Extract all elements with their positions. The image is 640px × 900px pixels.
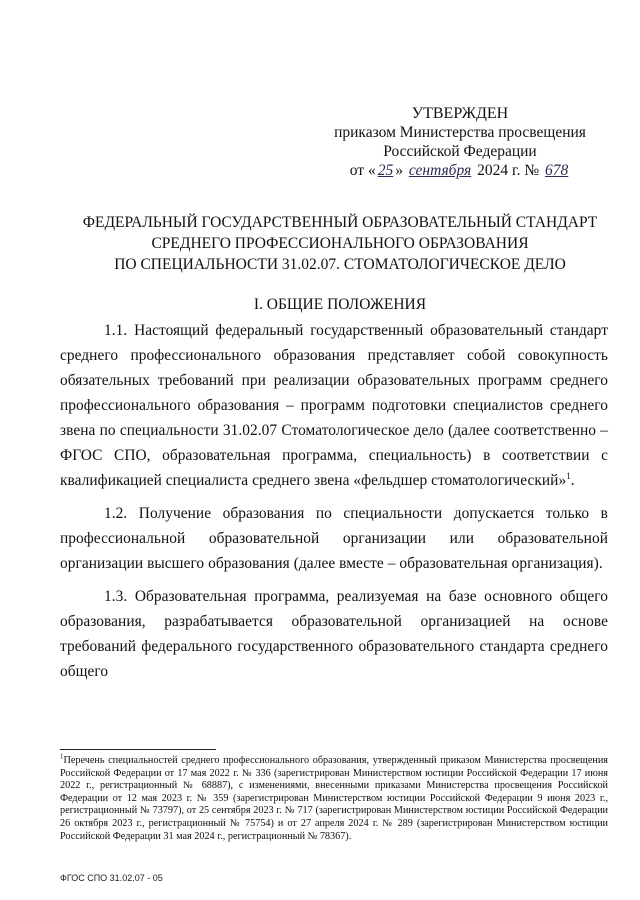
handwritten-day: 25 <box>377 162 394 179</box>
date-prefix: от « <box>349 162 376 179</box>
footnote-divider <box>60 749 216 750</box>
paragraph-1-1 <box>60 318 608 493</box>
title-line-1: ФЕДЕРАЛЬНЫЙ ГОСУДАРСТВЕННЫЙ ОБРАЗОВАТЕЛЬНЫЙ СТАНДАРТ <box>82 214 598 231</box>
paragraph-1-2: 1.2. Получение образования по специальности допускается только в профессиональной образовательной организации или образовательной организации высшего образования (далее вместе – образовательная организация). <box>60 505 608 572</box>
handwritten-order-number: 678 <box>545 162 569 179</box>
approval-heading: УТВЕРЖДЕН <box>411 105 509 122</box>
paragraph-1-1-text: 1.1. Настоящий федеральный государственный образовательный стандарт среднего профессионального образования представляет собой совокупность обязательных требований при реализации образовательных программ среднего профессионального образования – программ подготовки специалистов среднего звена по специальности 31.02.07 Стоматологическое дело (далее соответственно – ФГОС СПО, образовательная программа, специальность) в соответствии с квалификацией специалиста среднего звена «фельдшер стоматологический» <box>60 322 608 489</box>
paragraph-1-3: 1.3. Образовательная программа, реализуемая на базе основного общего образования, разрабатывается образовательной организацией на основе требований федерального государственного образовательного стандарта среднего общего <box>60 588 608 680</box>
date-year: 2024 г. № <box>477 162 540 179</box>
approval-date-line <box>330 161 590 180</box>
footnote-ref[interactable]: 1 <box>566 470 571 481</box>
title-line-2: СРЕДНЕГО ПРОФЕССИОНАЛЬНОГО ОБРАЗОВАНИЯ <box>151 235 529 252</box>
footnote-text: Перечень специальностей среднего профессионального образования, утвержденный приказом Министерства просвещения Российской Федерации от 17 мая 2022 г. № 336 (зарегистрирован Министерством юстиции Российской Федерации 17 июня 2022 г., регистрационный № 68887), с изменениями, внесенными приказами Министерства просвещения Российской Федерации от 12 мая 2023 г. № 359 (зарегистрирован Министерством юстиции Российской Федерации 9 июня 2023 г., регистрационный № 73797), от 25 сентября 2023 г. № 717 (зарегистрирован Министерством юстиции Российской Федерации 26 октября 2023 г., регистрационный № 75754) и от 27 апреля 2024 г. № 289 (зарегистрирован Министерством юстиции Российской Федерации 31 мая 2024 г., регистрационный № 78367). <box>60 755 608 842</box>
handwritten-month: сентября <box>408 162 472 179</box>
footnote <box>60 752 608 843</box>
document-code: ФГОС СПО 31.02.07 - 05 <box>60 873 163 883</box>
title-line-3: ПО СПЕЦИАЛЬНОСТИ 31.02.07. СТОМАТОЛОГИЧЕСКОЕ ДЕЛО <box>114 256 566 273</box>
section-heading: I. ОБЩИЕ ПОЛОЖЕНИЯ <box>253 296 427 313</box>
footnote-mark: 1 <box>60 752 64 761</box>
date-mid: » <box>395 162 403 179</box>
approval-authority-line: Российской Федерации <box>383 143 537 160</box>
paragraph-1-1-end: . <box>570 472 575 489</box>
approval-order-line: приказом Министерства просвещения <box>334 124 586 141</box>
approval-block <box>330 104 590 180</box>
body-text <box>60 318 608 692</box>
document-title <box>60 212 620 275</box>
